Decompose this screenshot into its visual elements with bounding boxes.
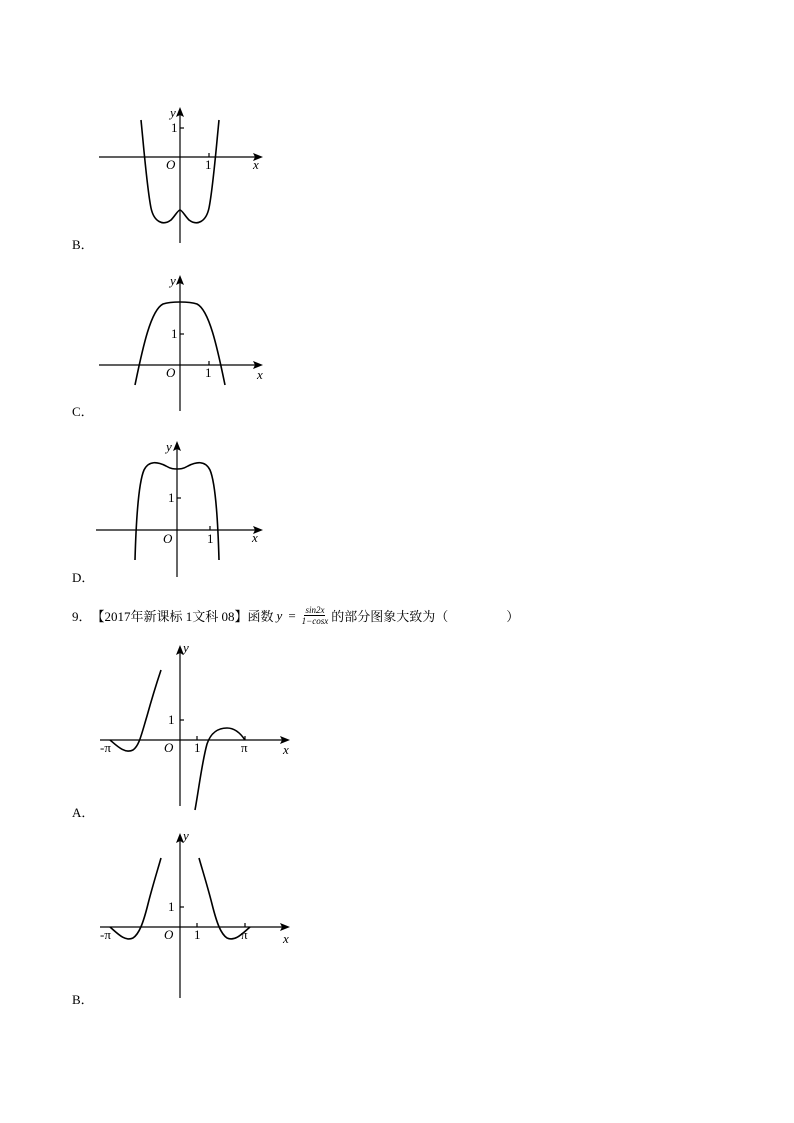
y-tick-label: 1	[168, 712, 175, 727]
y-axis-label: y	[170, 105, 176, 120]
y-axis-label: y	[166, 439, 172, 454]
option-label: A．	[72, 805, 95, 820]
question-number: 9．	[72, 609, 92, 624]
origin-label: O	[164, 927, 174, 942]
y-axis-label: y	[170, 273, 176, 288]
equals-sign: =	[288, 607, 296, 623]
y-tick-label: 1	[171, 120, 178, 135]
graph-q8-option-d	[92, 434, 272, 584]
function-curve-left	[110, 670, 161, 751]
fraction-numerator: sin2x	[305, 605, 325, 615]
option-label: C．	[72, 404, 94, 419]
option-label: D．	[72, 570, 95, 585]
neg-pi-label: -π	[100, 740, 111, 755]
x-tick-label: 1	[194, 927, 201, 942]
y-axis-label: y	[183, 640, 189, 655]
x-tick-label: 1	[207, 531, 214, 546]
x-axis-label: x	[283, 931, 289, 946]
origin-label: O	[166, 157, 176, 172]
pi-label: π	[241, 740, 248, 755]
pi-label: π	[241, 927, 248, 942]
x-axis-label: x	[252, 530, 258, 545]
origin-label: O	[164, 740, 174, 755]
y-tick-label: 1	[168, 899, 175, 914]
option-label: B．	[72, 237, 94, 252]
y-tick-label: 1	[171, 326, 178, 341]
question-source: 【2017年新课标 1文科 08】	[91, 609, 248, 624]
x-tick-label: 1	[205, 365, 212, 380]
x-axis-label: x	[283, 742, 289, 757]
question-suffix: 的部分图象大致为（	[331, 609, 449, 624]
y-axis-label: y	[183, 828, 189, 843]
fraction-denominator: 1−cosx	[301, 616, 329, 626]
function-fraction	[301, 605, 330, 626]
neg-pi-label: -π	[100, 927, 111, 942]
question-prefix: 函数	[247, 609, 274, 624]
x-tick-label: 1	[194, 740, 201, 755]
graph-q8-option-c	[95, 268, 275, 418]
x-axis-label: x	[253, 157, 259, 172]
x-tick-label: 1	[205, 157, 212, 172]
graph-q9-option-a	[95, 638, 300, 813]
close-paren: ）	[506, 609, 520, 624]
option-label: B．	[72, 992, 94, 1007]
graph-q8-option-b	[95, 100, 275, 250]
origin-label: O	[163, 531, 173, 546]
question-9	[72, 605, 519, 626]
y-tick-label: 1	[168, 490, 175, 505]
graph-q9-option-b	[95, 826, 300, 1001]
x-axis-label: x	[257, 367, 263, 382]
function-variable: y	[276, 607, 283, 623]
origin-label: O	[166, 365, 176, 380]
